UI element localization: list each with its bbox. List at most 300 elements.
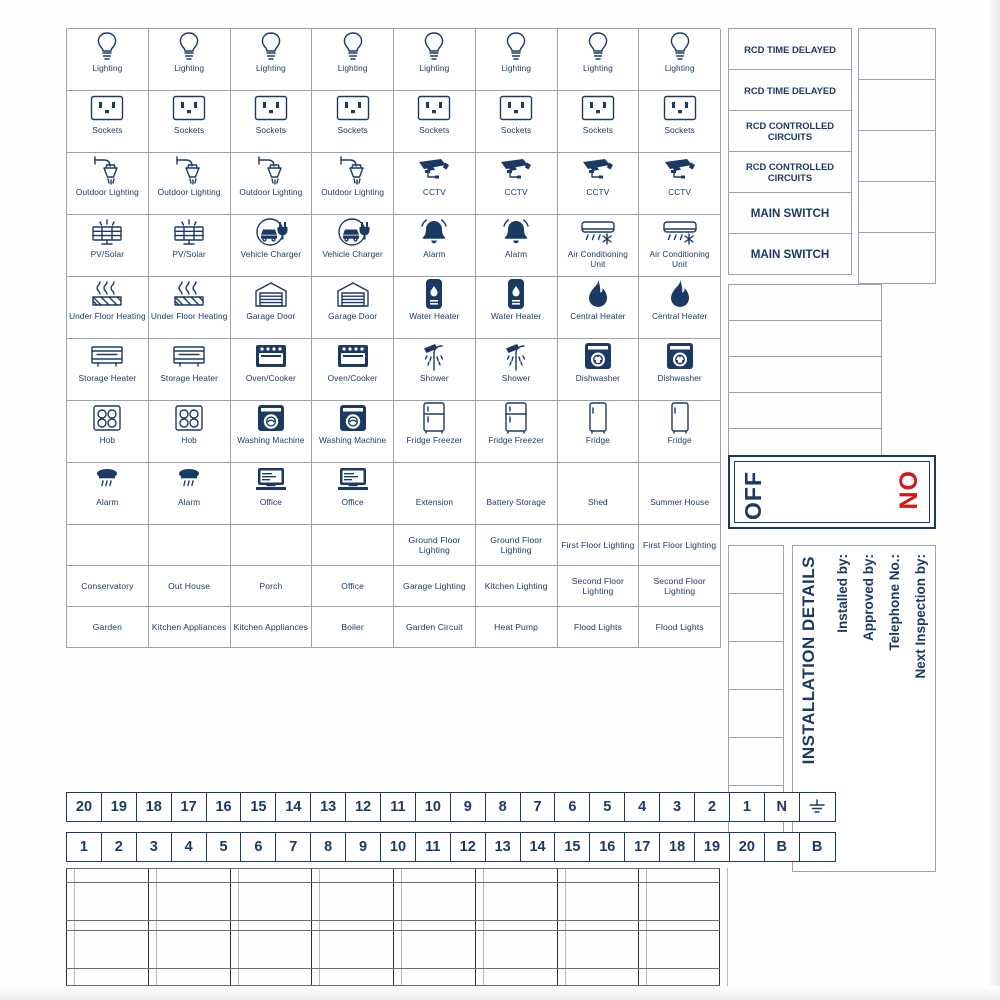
- sticker-cell: [67, 153, 149, 215]
- number-cell: 7: [521, 793, 556, 821]
- rcd-label: RCD CONTROLLED CIRCUITS: [729, 111, 851, 152]
- sticker-cell: [476, 525, 558, 566]
- number-cell: 12: [346, 793, 381, 821]
- light-bulb-icon: [256, 29, 286, 63]
- sticker-label: Outdoor Lighting: [321, 187, 385, 197]
- number-cell: 5: [207, 833, 242, 861]
- sticker-label: Alarm: [505, 249, 528, 259]
- cctv-camera-icon: [581, 153, 615, 187]
- sticker-label: Washing Machine: [319, 435, 387, 445]
- sticker-cell: [476, 153, 558, 215]
- sticker-label: Outdoor Lighting: [157, 187, 221, 197]
- sticker-label: First Floor Lighting: [643, 539, 717, 550]
- sticker-label: CCTV: [668, 187, 692, 197]
- sticker-cell: [476, 277, 558, 339]
- sticker-label: CCTV: [422, 187, 446, 197]
- sticker-cell: [231, 215, 313, 277]
- installed-by-field: Installed by:: [835, 554, 850, 633]
- sticker-label: Fridge Freezer: [488, 435, 545, 445]
- smoke-alarm-icon: [91, 463, 123, 497]
- blank-label: [859, 29, 935, 80]
- sticker-cell: [149, 463, 231, 525]
- solar-panel-icon: [90, 215, 124, 249]
- ladder-line: [66, 920, 720, 921]
- sticker-label: Fridge: [667, 435, 692, 445]
- blank-label: [859, 131, 935, 182]
- fridge-freezer-icon: [422, 401, 446, 435]
- hob-icon: [92, 401, 122, 435]
- sticker-label: Under Floor Heating: [69, 311, 146, 321]
- sticker-cell: [67, 566, 149, 607]
- light-bulb-icon: [338, 29, 368, 63]
- sticker-cell: [639, 277, 721, 339]
- sticker-label: Sockets: [337, 125, 368, 135]
- sticker-cell: [149, 401, 231, 463]
- sticker-cell: [476, 215, 558, 277]
- installation-details-panel: [792, 545, 936, 872]
- alarm-bell-icon: [418, 215, 450, 249]
- sticker-cell: [558, 339, 640, 401]
- sticker-cell: [558, 401, 640, 463]
- sticker-cell: [231, 153, 313, 215]
- sticker-cell: [558, 29, 640, 91]
- sticker-cell: [67, 29, 149, 91]
- ladder-line: [66, 882, 720, 883]
- sticker-label: Water Heater: [491, 311, 542, 321]
- sticker-cell: [312, 401, 394, 463]
- air-conditioning-icon: [662, 215, 698, 249]
- next-inspection-by-field: Next Inspection by:: [913, 554, 928, 679]
- sticker-label: Oven/Cooker: [245, 373, 296, 383]
- sticker-label: Storage Heater: [160, 373, 218, 383]
- sticker-label: Garage Door: [246, 311, 296, 321]
- sticker-cell: [394, 607, 476, 648]
- number-cell: 9: [346, 833, 381, 861]
- sticker-cell: [67, 339, 149, 401]
- sticker-label: Heat Pump: [494, 621, 539, 632]
- blank-label: [729, 285, 881, 321]
- sticker-label: Hob: [181, 435, 197, 445]
- sticker-cell: [639, 566, 721, 607]
- sticker-cell: [558, 277, 640, 339]
- sticker-cell: [394, 401, 476, 463]
- sticker-label: Porch: [259, 580, 283, 591]
- ev-charger-icon: [254, 215, 288, 249]
- sticker-cell: [149, 91, 231, 153]
- sticker-label: Sockets: [664, 125, 695, 135]
- sticker-cell: [639, 215, 721, 277]
- number-cell: 18: [137, 793, 172, 821]
- ladder-line: [66, 930, 720, 931]
- sticker-cell: [639, 401, 721, 463]
- blank-label-block-lower: [728, 545, 784, 834]
- earth-symbol-icon: [800, 793, 835, 821]
- sticker-label: Under Floor Heating: [150, 311, 228, 321]
- sticker-cell: [312, 91, 394, 153]
- sticker-label: Garden: [92, 621, 122, 632]
- alarm-bell-icon: [500, 215, 532, 249]
- socket-outlet-icon: [336, 91, 370, 125]
- sticker-cell: [558, 566, 640, 607]
- sticker-cell: [149, 525, 231, 566]
- sticker-cell: [149, 566, 231, 607]
- blank-label: [859, 80, 935, 131]
- storage-heater-icon: [172, 339, 206, 373]
- sticker-label: Dishwasher: [575, 373, 621, 383]
- rcd-label: MAIN SWITCH: [729, 234, 851, 275]
- sticker-label: Central Heater: [651, 311, 708, 321]
- blank-label-block: [728, 284, 882, 465]
- sticker-cell: [394, 91, 476, 153]
- telephone-no-field: Telephone No.:: [887, 554, 902, 651]
- sticker-cell: [231, 607, 313, 648]
- sticker-label: Hob: [99, 435, 116, 445]
- air-conditioning-icon: [580, 215, 616, 249]
- number-strip-ascending: [66, 832, 836, 862]
- garage-door-icon: [254, 277, 288, 311]
- number-cell: 7: [276, 833, 311, 861]
- sticker-label: Kitchen Appliances: [233, 621, 309, 632]
- socket-outlet-icon: [663, 91, 697, 125]
- sticker-cell: [312, 339, 394, 401]
- ev-charger-icon: [336, 215, 370, 249]
- shower-icon: [500, 339, 532, 373]
- sticker-label: Kitchen Lighting: [484, 580, 548, 591]
- sticker-label: Second Floor Lighting: [571, 575, 625, 596]
- sticker-label: Summer House: [650, 497, 710, 507]
- page-edge-bottom: [0, 986, 1000, 1000]
- garage-door-icon: [336, 277, 370, 311]
- computer-icon: [254, 463, 288, 497]
- sticker-cell: [149, 339, 231, 401]
- sticker-label: Kitchen Appliances: [151, 621, 227, 632]
- light-bulb-icon: [174, 29, 204, 63]
- light-bulb-icon: [92, 29, 122, 63]
- number-cell: 13: [486, 833, 521, 861]
- sticker-cell: [231, 566, 313, 607]
- sticker-label: Conservatory: [81, 580, 134, 591]
- water-heater-icon: [505, 277, 527, 311]
- sticker-cell: [476, 91, 558, 153]
- fridge-freezer-icon: [504, 401, 528, 435]
- cctv-camera-icon: [663, 153, 697, 187]
- blank-label: [729, 357, 881, 393]
- off-text: OFF: [740, 471, 766, 520]
- sticker-label: Dishwasher: [657, 373, 702, 383]
- socket-outlet-icon: [581, 91, 615, 125]
- sticker-label: Water Heater: [409, 311, 460, 321]
- number-cell: 4: [172, 833, 207, 861]
- underfloor-heating-icon: [172, 277, 206, 311]
- sticker-cell: [639, 339, 721, 401]
- rcd-label: RCD CONTROLLED CIRCUITS: [729, 152, 851, 193]
- sticker-label: Sockets: [255, 125, 286, 135]
- rcd-label: RCD TIME DELAYED: [729, 70, 851, 111]
- blank-label-ladder: [66, 868, 720, 986]
- off-no-label: [728, 455, 936, 529]
- sticker-label: CCTV: [586, 187, 610, 197]
- light-bulb-icon: [583, 29, 613, 63]
- sticker-label: CCTV: [504, 187, 528, 197]
- number-cell: 19: [102, 793, 137, 821]
- blank-label: [729, 738, 783, 786]
- shower-icon: [418, 339, 450, 373]
- sticker-label: Sockets: [419, 125, 450, 135]
- blank-label-column: [858, 28, 936, 284]
- sticker-label: Office: [341, 580, 365, 591]
- blank-label: [729, 594, 783, 642]
- sticker-cell: [67, 401, 149, 463]
- light-bulb-icon: [419, 29, 449, 63]
- water-heater-icon: [423, 277, 445, 311]
- sticker-cell: [394, 463, 476, 525]
- rcd-label: MAIN SWITCH: [729, 193, 851, 234]
- sticker-label: Flood Lights: [655, 621, 704, 632]
- sticker-cell: [639, 607, 721, 648]
- outdoor-lamp-icon: [256, 153, 286, 187]
- number-cell: 15: [241, 793, 276, 821]
- sticker-cell: [394, 153, 476, 215]
- sticker-cell: [231, 277, 313, 339]
- sticker-label: Alarm: [96, 497, 119, 507]
- socket-outlet-icon: [172, 91, 206, 125]
- outdoor-lamp-icon: [92, 153, 122, 187]
- number-cell: 2: [102, 833, 137, 861]
- sticker-label: PV/Solar: [172, 249, 206, 259]
- dishwasher-icon: [665, 339, 695, 373]
- sticker-label: Out House: [168, 580, 211, 591]
- sticker-cell: [394, 566, 476, 607]
- number-cell: 5: [590, 793, 625, 821]
- outdoor-lamp-icon: [338, 153, 368, 187]
- sticker-label: Ground Floor Lighting: [490, 534, 543, 555]
- blank-label: [729, 546, 783, 594]
- sticker-label: Battery Storage: [486, 497, 546, 507]
- sticker-label: Lighting: [92, 63, 123, 73]
- sticker-label: Lighting: [664, 63, 695, 73]
- number-strip-descending: [66, 792, 836, 822]
- number-cell: 11: [381, 793, 416, 821]
- washing-machine-icon: [256, 401, 286, 435]
- number-cell: 12: [451, 833, 486, 861]
- number-cell: 2: [695, 793, 730, 821]
- sticker-cell: [149, 29, 231, 91]
- sticker-grid: [66, 28, 720, 648]
- blank-label: [729, 321, 881, 357]
- number-cell: 10: [381, 833, 416, 861]
- sticker-cell: [558, 215, 640, 277]
- sticker-cell: [67, 215, 149, 277]
- sticker-cell: [394, 525, 476, 566]
- number-cell: 1: [730, 793, 765, 821]
- socket-outlet-icon: [417, 91, 451, 125]
- sticker-cell: [312, 607, 394, 648]
- number-cell: 13: [311, 793, 346, 821]
- sticker-label: Sockets: [174, 125, 205, 135]
- sticker-label: Alarm: [178, 497, 201, 507]
- sticker-cell: [312, 525, 394, 566]
- number-cell: 1: [67, 833, 102, 861]
- sticker-cell: [394, 339, 476, 401]
- sticker-label: Lighting: [419, 63, 450, 73]
- sticker-label: Flood Lights: [573, 621, 622, 632]
- sticker-label: Lighting: [501, 63, 532, 73]
- dishwasher-icon: [583, 339, 613, 373]
- number-cell: 14: [276, 793, 311, 821]
- flame-icon: [668, 277, 692, 311]
- number-cell: 15: [555, 833, 590, 861]
- blank-label: [729, 393, 881, 429]
- sticker-cell: [558, 607, 640, 648]
- number-cell: 8: [311, 833, 346, 861]
- sticker-cell: [231, 29, 313, 91]
- underfloor-heating-icon: [90, 277, 124, 311]
- number-cell: N: [765, 793, 800, 821]
- number-cell: 3: [660, 793, 695, 821]
- oven-cooker-icon: [254, 339, 288, 373]
- sticker-label: Vehicle Charger: [240, 249, 302, 259]
- sticker-label: Extension: [415, 497, 454, 507]
- sticker-label: Sockets: [501, 125, 532, 135]
- light-bulb-icon: [501, 29, 531, 63]
- sticker-cell: [231, 91, 313, 153]
- cctv-camera-icon: [499, 153, 533, 187]
- sticker-cell: [312, 566, 394, 607]
- socket-outlet-icon: [90, 91, 124, 125]
- ladder-line: [66, 968, 720, 969]
- sticker-label: Boiler: [341, 621, 364, 632]
- number-cell: 8: [486, 793, 521, 821]
- fridge-icon: [588, 401, 608, 435]
- oven-cooker-icon: [336, 339, 370, 373]
- sticker-label: Lighting: [337, 63, 368, 73]
- outdoor-lamp-icon: [174, 153, 204, 187]
- sticker-label: Storage Heater: [78, 373, 137, 383]
- rcd-label: RCD TIME DELAYED: [729, 29, 851, 70]
- sticker-cell: [67, 525, 149, 566]
- blank-label: [729, 690, 783, 738]
- number-cell: 6: [555, 793, 590, 821]
- sticker-cell: [312, 215, 394, 277]
- sticker-cell: [558, 91, 640, 153]
- number-cell: B: [765, 833, 800, 861]
- installation-details-title: INSTALLATION DETAILS: [799, 556, 818, 765]
- washing-machine-icon: [338, 401, 368, 435]
- page-edge-right: [986, 0, 1000, 1000]
- sticker-label: PV/Solar: [90, 249, 125, 259]
- sticker-label: Vehicle Charger: [322, 249, 383, 259]
- fridge-icon: [670, 401, 690, 435]
- sticker-cell: [67, 607, 149, 648]
- sticker-label: Central Heater: [570, 311, 626, 321]
- sticker-cell: [149, 153, 231, 215]
- approved-by-field: Approved by:: [861, 554, 876, 642]
- light-bulb-icon: [665, 29, 695, 63]
- sticker-cell: [67, 277, 149, 339]
- socket-outlet-icon: [254, 91, 288, 125]
- number-cell: 14: [521, 833, 556, 861]
- sticker-cell: [67, 463, 149, 525]
- sticker-cell: [231, 401, 313, 463]
- sticker-cell: [231, 525, 313, 566]
- number-cell: 9: [451, 793, 486, 821]
- sticker-cell: [639, 463, 721, 525]
- sticker-label: Office: [259, 497, 282, 507]
- sticker-label: Air Conditioning Unit: [567, 249, 628, 269]
- smoke-alarm-icon: [173, 463, 205, 497]
- blank-label: [859, 233, 935, 284]
- sticker-label: Lighting: [174, 63, 205, 73]
- number-cell: 16: [207, 793, 242, 821]
- number-cell: 11: [416, 833, 451, 861]
- sticker-label: Shower: [501, 373, 531, 383]
- sticker-cell: [231, 339, 313, 401]
- number-cell: 19: [695, 833, 730, 861]
- number-cell: 20: [67, 793, 102, 821]
- sticker-label: Air Conditioning Unit: [649, 249, 710, 269]
- sticker-cell: [476, 29, 558, 91]
- blank-label: [729, 642, 783, 690]
- sticker-label: Outdoor Lighting: [75, 187, 139, 197]
- sticker-cell: [558, 153, 640, 215]
- sticker-label: Sockets: [582, 125, 613, 135]
- sticker-cell: [639, 91, 721, 153]
- sticker-cell: [394, 29, 476, 91]
- solar-panel-icon: [172, 215, 206, 249]
- number-cell: B: [811, 839, 823, 855]
- number-cell: 4: [625, 793, 660, 821]
- number-cell: 10: [416, 793, 451, 821]
- sticker-label: Outdoor Lighting: [239, 187, 303, 197]
- number-cell: 3: [137, 833, 172, 861]
- sticker-label: Garage Door: [328, 311, 378, 321]
- sticker-label: Shower: [420, 373, 449, 383]
- number-cell: 18: [660, 833, 695, 861]
- sticker-cell: [231, 463, 313, 525]
- sticker-label: Washing Machine: [237, 435, 305, 445]
- sticker-cell: [476, 339, 558, 401]
- sticker-label: Lighting: [255, 63, 286, 73]
- sticker-cell: [476, 566, 558, 607]
- sticker-cell: [149, 277, 231, 339]
- no-text: NO: [895, 470, 923, 510]
- number-cell: 6: [241, 833, 276, 861]
- sticker-cell: [394, 277, 476, 339]
- number-cell: 17: [172, 793, 207, 821]
- sticker-label: Fridge: [585, 435, 610, 445]
- hob-icon: [174, 401, 204, 435]
- computer-icon: [336, 463, 370, 497]
- sticker-cell: [476, 607, 558, 648]
- sticker-cell: [149, 607, 231, 648]
- number-cell: 17: [625, 833, 660, 861]
- blank-label: [859, 182, 935, 233]
- sticker-cell: [476, 463, 558, 525]
- sticker-cell: [476, 401, 558, 463]
- sticker-label: Oven/Cooker: [327, 373, 378, 383]
- ladder-line: [727, 868, 728, 986]
- sticker-label: Ground Floor Lighting: [408, 534, 461, 555]
- sticker-label: Shed: [587, 497, 608, 507]
- sticker-cell: [639, 29, 721, 91]
- storage-heater-icon: [90, 339, 124, 373]
- sticker-cell: [149, 215, 231, 277]
- number-cell: 20: [730, 833, 765, 861]
- sticker-label: Lighting: [582, 63, 613, 73]
- sticker-label: Sockets: [92, 125, 123, 135]
- flame-icon: [586, 277, 610, 311]
- sticker-cell: [67, 91, 149, 153]
